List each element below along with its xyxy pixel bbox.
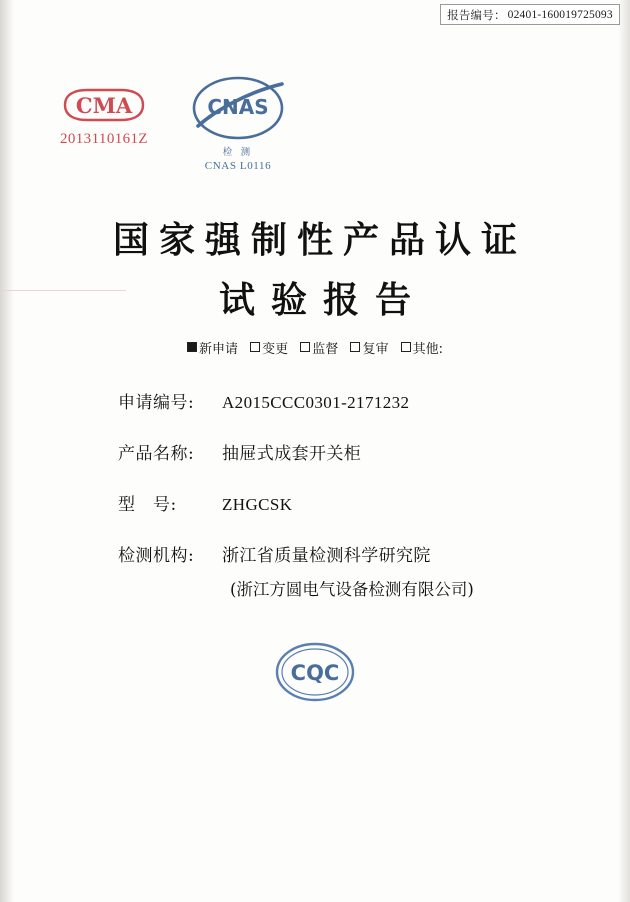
page-title-line1: 国家强制性产品认证 bbox=[112, 219, 527, 261]
checkbox-option-change[interactable] bbox=[250, 338, 288, 357]
field-model bbox=[118, 490, 578, 515]
cnas-code: CNAS L0116 bbox=[204, 160, 272, 172]
field-product-name bbox=[118, 439, 578, 464]
cqc-mark bbox=[0, 640, 630, 709]
field-label-application-number: 申请编号: bbox=[118, 393, 195, 413]
field-label-product-name: 产品名称: bbox=[118, 444, 195, 464]
svg-text:CNAS: CNAS bbox=[207, 95, 269, 119]
checkbox-label-other: 其他: bbox=[412, 342, 443, 357]
checkbox-label-change: 变更 bbox=[262, 342, 289, 357]
report-number-label: 报告编号： bbox=[447, 9, 506, 22]
cma-mark bbox=[44, 88, 164, 148]
page-title-line2: 试验报告 bbox=[218, 279, 427, 321]
checkbox-icon-new[interactable] bbox=[187, 342, 197, 352]
field-value-product-name: 抽屉式成套开关柜 bbox=[222, 444, 362, 464]
svg-text:CQC: CQC bbox=[290, 661, 340, 685]
field-value-testing-institution-sub: (浙江方圆电气设备检测有限公司) bbox=[230, 580, 474, 599]
checkbox-label-supervision: 监督 bbox=[312, 342, 339, 357]
checkbox-option-supervision[interactable] bbox=[300, 338, 338, 357]
field-testing-institution bbox=[118, 541, 578, 566]
cma-certificate-number: 2013110161Z bbox=[59, 131, 148, 147]
checkbox-icon-change[interactable] bbox=[250, 342, 260, 352]
cnas-mark bbox=[178, 72, 298, 172]
cnas-logo-icon bbox=[186, 72, 290, 146]
checkbox-icon-supervision[interactable] bbox=[300, 342, 310, 352]
checkbox-option-review[interactable] bbox=[350, 338, 388, 357]
field-value-application-number: A2015CCC0301-2171232 bbox=[222, 393, 410, 412]
scan-shadow-right bbox=[618, 0, 630, 902]
checkbox-option-new[interactable] bbox=[187, 338, 238, 357]
checkbox-label-review: 复审 bbox=[362, 342, 389, 357]
cqc-logo-icon bbox=[273, 640, 357, 704]
field-label-model: 型 号: bbox=[118, 495, 177, 515]
report-number-box bbox=[440, 4, 620, 25]
field-value-testing-institution: 浙江省质量检测科学研究院 bbox=[222, 546, 431, 566]
svg-text:CMA: CMA bbox=[75, 93, 133, 118]
checkbox-option-other[interactable] bbox=[401, 338, 443, 357]
checkbox-icon-other[interactable] bbox=[401, 342, 411, 352]
report-number-value: 02401-160019725093 bbox=[507, 8, 613, 21]
field-application-number bbox=[118, 388, 578, 413]
checkbox-icon-review[interactable] bbox=[350, 342, 360, 352]
field-label-testing-institution: 检测机构: bbox=[118, 546, 195, 566]
cnas-sub-label: 检 测 bbox=[222, 148, 254, 158]
application-type-options bbox=[0, 338, 630, 357]
field-value-model: ZHGCSK bbox=[222, 495, 293, 514]
scan-shadow-left bbox=[0, 0, 14, 902]
checkbox-label-new: 新申请 bbox=[198, 342, 238, 357]
report-fields bbox=[118, 388, 578, 626]
cma-logo-icon bbox=[61, 88, 147, 122]
